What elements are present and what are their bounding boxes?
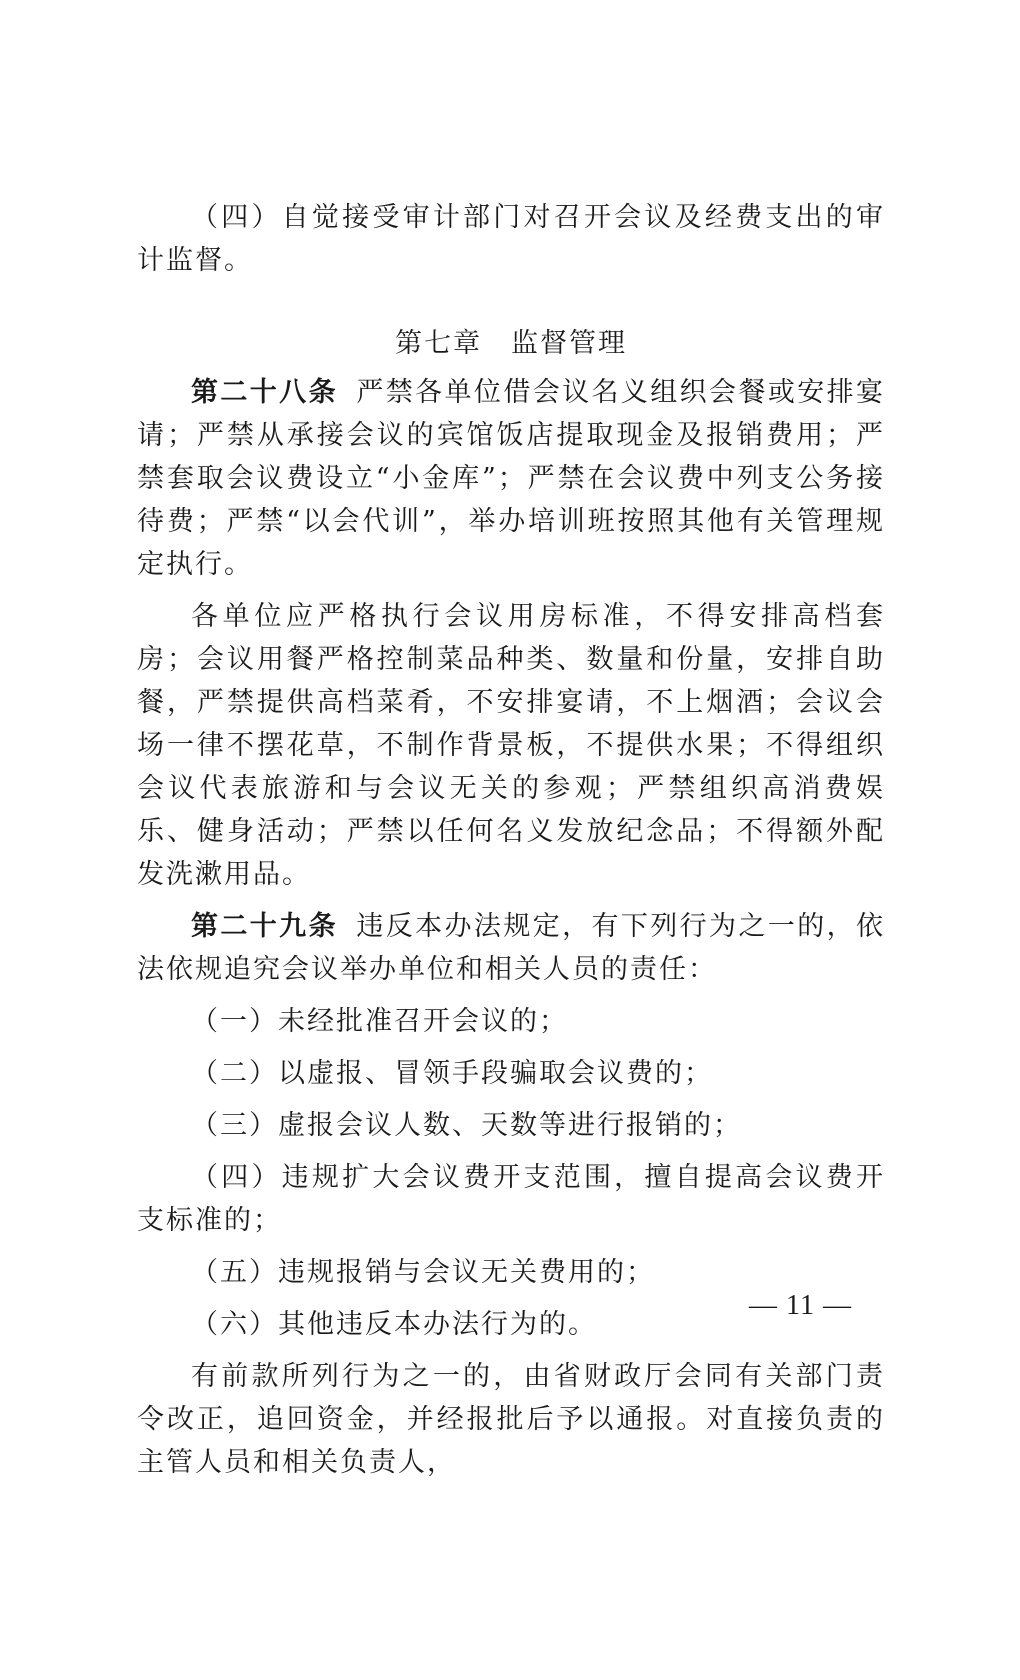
article-28-text: 严禁各单位借会议名义组织会餐或安排宴请；严禁从承接会议的宾馆饭店提取现金及报销费用；严禁套取会议费设立“小金库”；严禁在会议费中列支公务接待费；严禁“以会代训”，举办培训班按照其他有关管理规定执行。: [137, 377, 886, 580]
paragraph-audit-supervision: （四）自觉接受审计部门对召开会议及经费支出的审计监督。: [137, 202, 885, 276]
paragraph-standards: 各单位应严格执行会议用房标准，不得安排高档套房；会议用餐严格控制菜品种类、数量和份量，安排自助餐，严禁提供高档菜肴，不安排宴请，不上烟酒；会议会场一律不摆花草，不制作背景板，不提供水果；不得组织会议代表旅游和与会议无关的参观；严禁组织高消费娱乐、健身活动；严禁以任何名义发放纪念品；不得额外配发洗漱用品。: [137, 601, 885, 890]
paragraph-spacer: [137, 1043, 885, 1052]
list-item: （一）未经批准召开会议的；: [191, 1006, 568, 1037]
list-item: （五）违规报销与会议无关费用的；: [191, 1257, 655, 1288]
paragraph-spacer: [137, 1147, 885, 1156]
paragraph-spacer: [137, 1346, 885, 1355]
chapter-heading: 第七章 监督管理: [395, 328, 627, 359]
article-28: [137, 371, 885, 586]
article-29: [137, 905, 885, 991]
list-item: （二）以虚报、冒领手段骗取会议费的；: [191, 1058, 713, 1089]
article-29-label: 第二十九条: [191, 911, 338, 942]
list-item: （六）其他违反本办法行为的。: [191, 1309, 597, 1340]
list-item: （四）违规扩大会议费开支范围，擅自提高会议费开支标准的；: [137, 1162, 885, 1236]
paragraph-penalty: 有前款所列行为之一的，由省财政厅会同有关部门责令改正，追回资金，并经报批后予以通报。对直接负责的主管人员和相关负责人，: [137, 1361, 885, 1478]
paragraph-spacer: [137, 991, 885, 1000]
article-28-label: 第二十八条: [191, 377, 338, 408]
paragraph-spacer: [137, 1095, 885, 1104]
page-number: — 11 —: [749, 1290, 852, 1321]
paragraph-spacer: [137, 896, 885, 905]
article-29-text: 违反本办法规定，有下列行为之一的，依法依规追究会议举办单位和相关人员的责任：: [137, 911, 886, 985]
paragraph-spacer: [137, 1242, 885, 1251]
list-item: （三）虚报会议人数、天数等进行报销的；: [191, 1110, 742, 1141]
paragraph-spacer: [137, 586, 885, 595]
